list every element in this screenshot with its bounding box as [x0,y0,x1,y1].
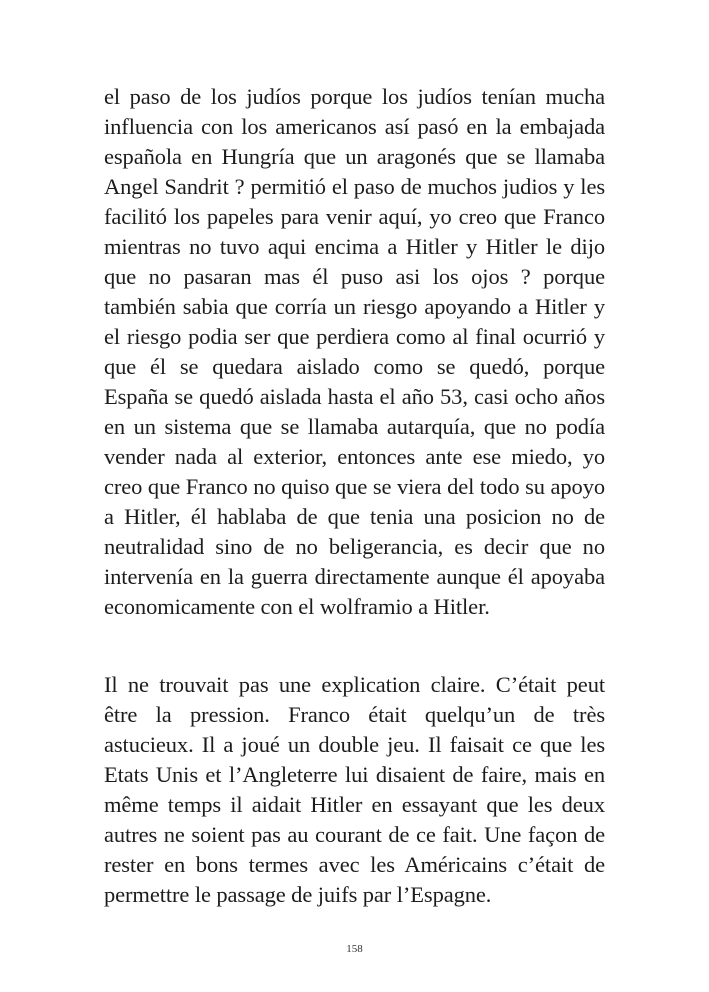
paragraph-french-translation: Il ne trouvait pas une explication claire. C’était peut être la pression. Franco était quelqu’un de très astucieux. Il a joué un double jeu. Il faisait ce que les Etats Unis et l’Angleterre lui disaient de faire, mais en même temps il aidait Hitler en essayant que les deux autres ne soient pas au courant de ce fait. Une façon de rester en bons termes avec les Américains c’était de permettre le passage de juifs par l’Espagne. [104,672,605,907]
paragraph-spanish-testimony: el paso de los judíos porque los judíos tenían mucha influencia con los americanos así pasó en la embajada española en Hungría que un aragonés que se llamaba Angel Sandrit ? permitió el paso de muchos judios y les facilitó los papeles para venir aquí, yo creo que Franco mientras no tuvo aqui encima a Hitler y Hitler le dijo que no pasaran mas él puso asi los ojos ? porque también sabia que corría un riesgo apoyando a Hitler y el riesgo podia ser que perdiera como al final ocurrió y que él se quedara aislado como se quedó, porque España se quedó aislada hasta el año 53, casi ocho años en un sistema que se llamaba autarquía, que no podía vender nada al exterior, entonces ante ese miedo, yo creo que Franco no quiso que se viera del todo su apoyo a Hitler, él hablaba de que tenia una posicion no de neutralidad sino de no beligerancia, es decir que no intervenía en la guerra directamente aunque él apoyaba economicamente con el wolframio a Hitler. [104,84,605,619]
page-number: 158 [346,943,363,955]
